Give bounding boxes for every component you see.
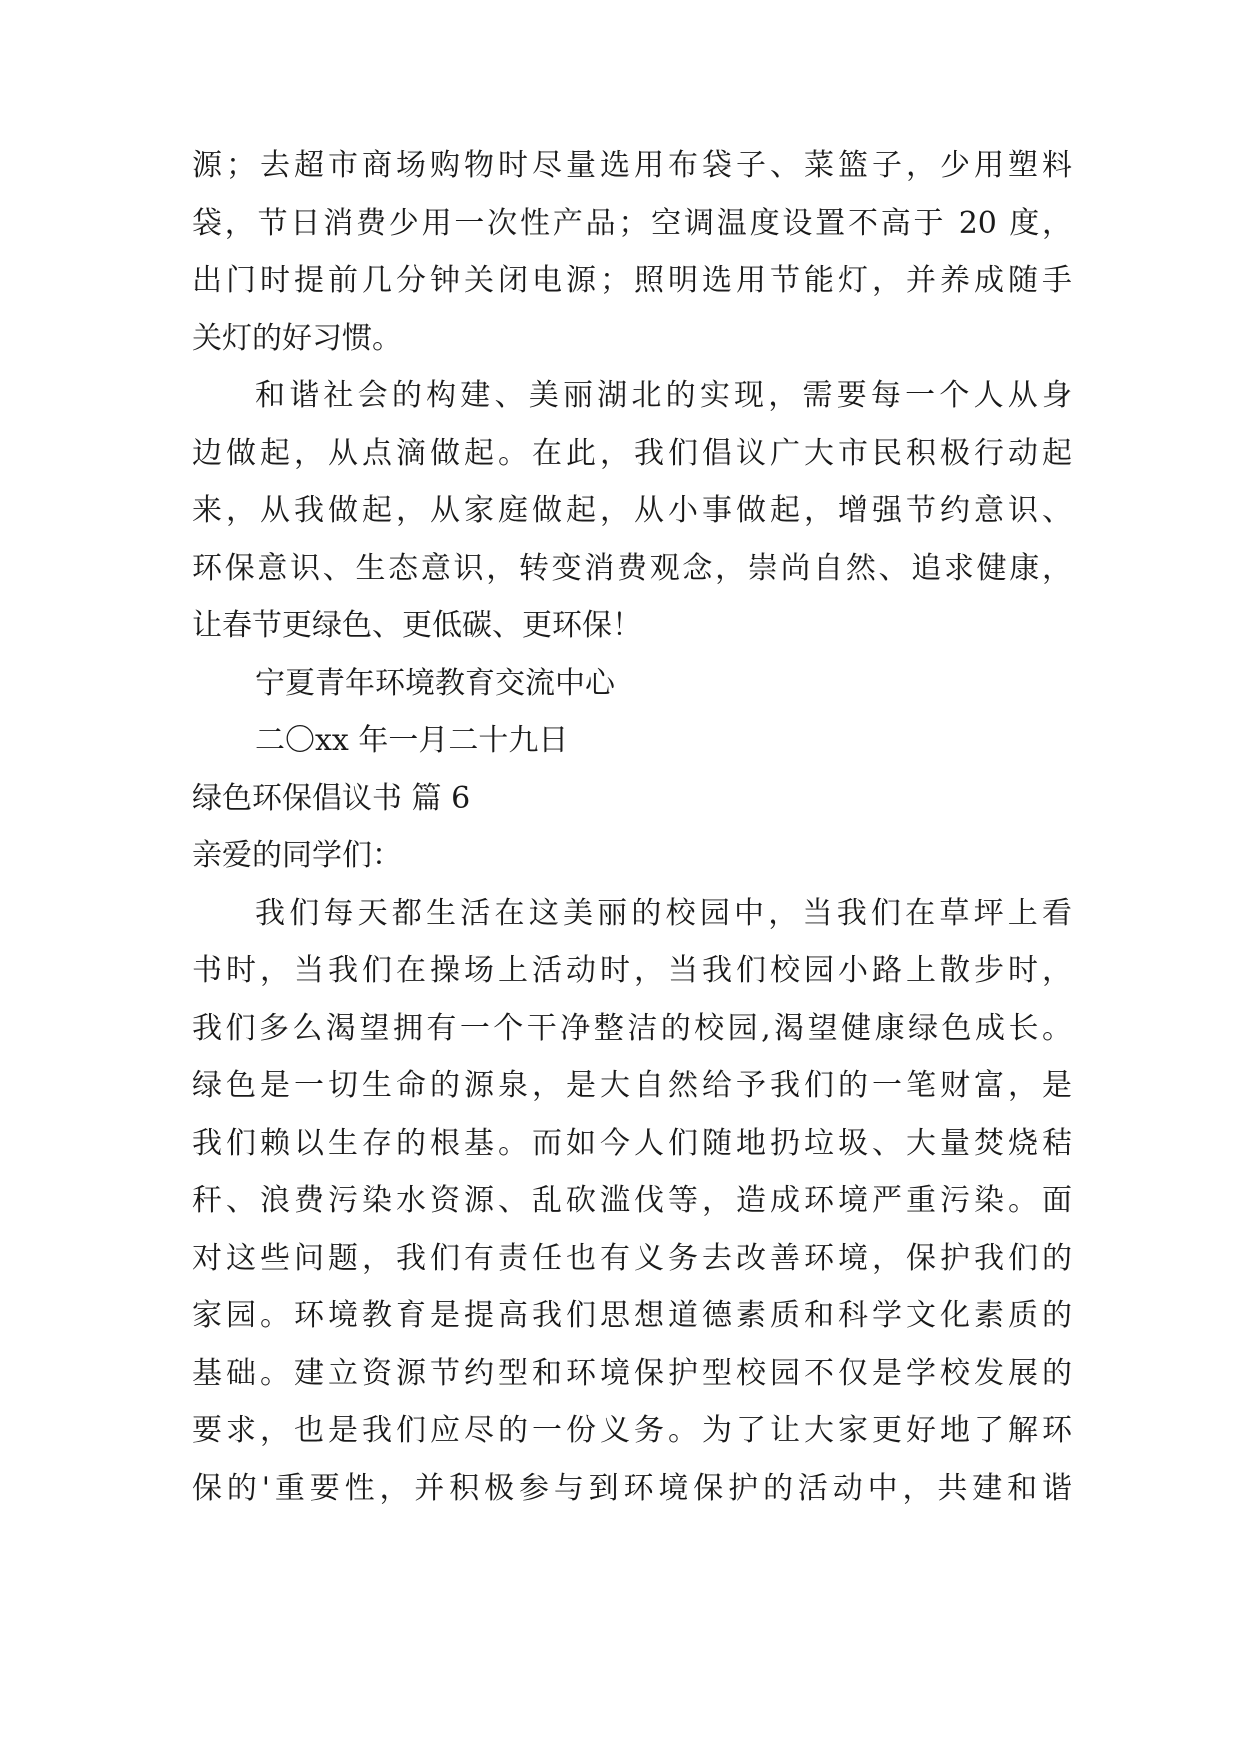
text-line: 家园。环境教育是提高我们思想道德素质和科学文化素质的 [192,1298,1072,1333]
text-line: 绿色是一切生命的源泉，是大自然给予我们的一笔财富，是 [192,1068,1072,1103]
text-line: 宁夏青年环境教育交流中心 [255,666,615,701]
text-line: 环保意识、生态意识，转变消费观念，崇尚自然、追求健康， [192,551,1072,586]
text-line: 袋，节日消费少用一次性产品；空调温度设置不高于 20 度， [192,206,1072,241]
text-line: 边做起，从点滴做起。在此，我们倡议广大市民积极行动起 [192,436,1072,471]
text-line: 关灯的好习惯。 [192,321,402,356]
text-line: 二〇xx 年一月二十九日 [255,723,569,758]
text-line: 源；去超市商场购物时尽量选用布袋子、菜篮子，少用塑料 [192,148,1072,183]
text-line: 和谐社会的构建、美丽湖北的实现，需要每一个人从身 [255,378,1072,413]
text-line: 书时，当我们在操场上活动时，当我们校园小路上散步时， [192,953,1072,988]
text-line: 我们多么渴望拥有一个干净整洁的校园,渴望健康绿色成长。 [192,1011,1072,1046]
text-line: 我们每天都生活在这美丽的校园中，当我们在草坪上看 [255,896,1072,931]
text-line: 来，从我做起，从家庭做起，从小事做起，增强节约意识、 [192,493,1072,528]
text-line: 让春节更绿色、更低碳、更环保！ [192,608,642,643]
text-line: 绿色环保倡议书 篇 6 [192,781,471,816]
text-line: 要求，也是我们应尽的一份义务。为了让大家更好地了解环 [192,1413,1072,1448]
text-line: 对这些问题，我们有责任也有义务去改善环境，保护我们的 [192,1241,1072,1276]
text-line: 基础。建立资源节约型和环境保护型校园不仅是学校发展的 [192,1356,1072,1391]
text-line: 我们赖以生存的根基。而如今人们随地扔垃圾、大量焚烧秸 [192,1126,1072,1161]
text-line: 秆、浪费污染水资源、乱砍滥伐等，造成环境严重污染。面 [192,1183,1072,1218]
text-line: 出门时提前几分钟关闭电源；照明选用节能灯，并养成随手 [192,263,1072,298]
text-line: 保的'重要性，并积极参与到环境保护的活动中，共建和谐 [192,1471,1072,1506]
text-line: 亲爱的同学们： [192,838,402,873]
